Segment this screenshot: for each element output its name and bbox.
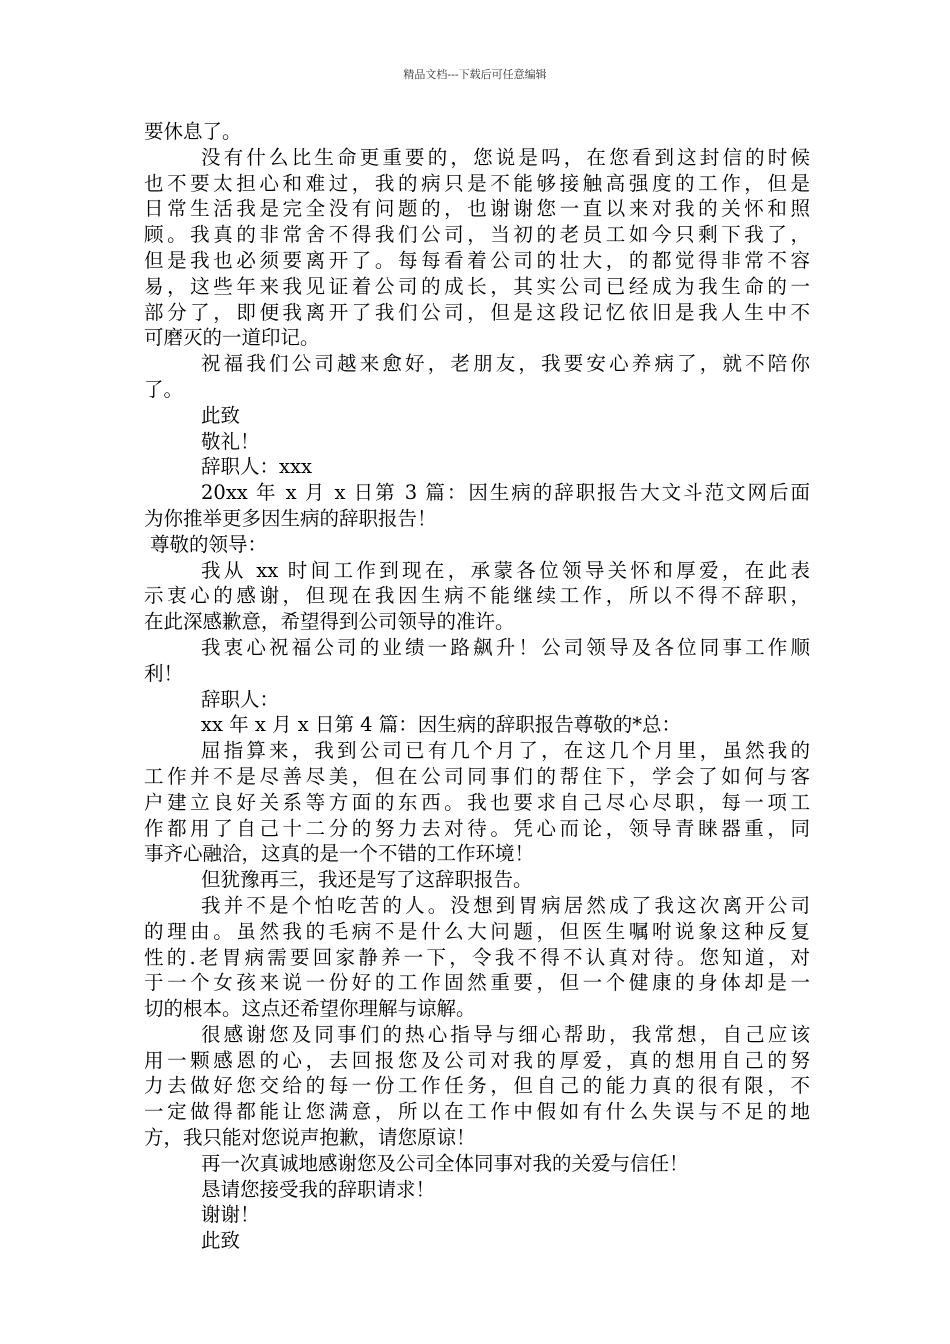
text-line: 我从 xx 时间工作到现在，承蒙各位领导关怀和厚爱，在此表 bbox=[201, 558, 810, 582]
text-line: 此致 bbox=[201, 1229, 241, 1253]
text-line: 辞职人：xxx bbox=[201, 455, 312, 479]
text-line: 可磨灭的一道印记。 bbox=[144, 326, 320, 350]
text-line: 在此深感歉意，希望得到公司领导的准许。 bbox=[144, 610, 515, 634]
text-line: 祝福我们公司越来愈好，老朋友，我要安心养病了，就不陪你 bbox=[201, 352, 810, 376]
text-line: 力去做好您交给的每一份工作任务，但自己的能力真的很有限，不 bbox=[144, 1074, 810, 1098]
text-line: 再一次真诚地感谢您及公司全体同事对我的关爱与信任！ bbox=[201, 1151, 689, 1175]
text-line: 易，这些年来我见证着公司的成长，其实公司已经成为我生命的一 bbox=[144, 274, 810, 298]
text-line: 事齐心融洽，这真的是一个不错的工作环境！ bbox=[144, 842, 535, 866]
text-line: 我衷心祝福公司的业绩一路飙升！公司领导及各位同事工作顺 bbox=[201, 635, 810, 659]
text-line: 切的根本。这点还希望你理解与谅解。 bbox=[144, 997, 476, 1021]
text-line: 要休息了。 bbox=[144, 120, 242, 143]
document-body bbox=[144, 119, 810, 1254]
text-line: 作都用了自己十二分的努力去对待。凭心而论，领导青睐器重，同 bbox=[144, 816, 810, 840]
text-line: 利！ bbox=[144, 661, 184, 685]
text-line: 尊敬的领导： bbox=[150, 532, 268, 556]
text-line: 户建立良好关系等方面的东西。我也要求自己尽心尽职，每一项工 bbox=[144, 790, 810, 814]
text-line: xx 年 x 月 x 日第 4 篇：因生病的辞职报告尊敬的*总： bbox=[201, 713, 682, 737]
text-line: 我并不是个怕吃苦的人。没想到胃病居然成了我这次离开公司 bbox=[201, 893, 810, 917]
text-line: 屈指算来，我到公司已有几个月了，在这几个月里，虽然我的 bbox=[201, 739, 810, 763]
text-line: 用一颗感恩的心，去回报您及公司对我的厚爱，真的想用自己的努 bbox=[144, 1048, 810, 1072]
text-line: 日常生活我是完全没有问题的，也谢谢您一直以来对我的关怀和照 bbox=[144, 197, 810, 221]
text-line: 辞职人： bbox=[201, 687, 280, 711]
text-line: 于一个女孩来说一份好的工作固然重要，但一个健康的身体却是一 bbox=[144, 971, 810, 995]
text-line: 示衷心的感谢，但现在我因生病不能继续工作，所以不得不辞职， bbox=[144, 584, 810, 608]
text-line: 但犹豫再三，我还是写了这辞职报告。 bbox=[201, 868, 533, 892]
text-line: 的理由。虽然我的毛病不是什么大问题，但医生嘱咐说象这种反复 bbox=[144, 919, 810, 943]
text-line: 部分了，即便我离开了我们公司，但是这段记忆依旧是我人生中不 bbox=[144, 300, 810, 324]
text-line: 敬礼！ bbox=[201, 429, 260, 453]
page-header: 精品文档---下载后可任意编辑 bbox=[403, 68, 547, 81]
text-line: 谢谢！ bbox=[201, 1203, 260, 1227]
text-line: 工作并不是尽善尽美，但在公司同事们的帮住下，学会了如何与客 bbox=[144, 764, 810, 788]
text-line: 性的.老胃病需要回家静养一下，令我不得不认真对待。您知道，对 bbox=[144, 945, 810, 969]
text-line: 了。 bbox=[144, 377, 184, 401]
text-line: 方，我只能对您说声抱歉，请您原谅！ bbox=[144, 1126, 476, 1150]
text-line: 一定做得都能让您满意，所以在工作中假如有什么失误与不足的地 bbox=[144, 1100, 810, 1124]
text-line: 但是我也必须要离开了。每每看着公司的壮大，的都觉得非常不容 bbox=[144, 248, 810, 272]
text-line: 此致 bbox=[201, 403, 241, 427]
text-line: 没有什么比生命更重要的，您说是吗，在您看到这封信的时候 bbox=[201, 145, 810, 169]
text-line: 恳请您接受我的辞职请求！ bbox=[201, 1177, 436, 1201]
text-line: 20xx 年 x 月 x 日第 3 篇：因生病的辞职报告大文斗范文网后面 bbox=[201, 481, 810, 505]
text-line: 为你推举更多因生病的辞职报告！ bbox=[144, 506, 437, 530]
text-line: 很感谢您及同事们的热心指导与细心帮助，我常想，自己应该 bbox=[201, 1022, 810, 1046]
text-line: 顾。我真的非常舍不得我们公司，当初的老员工如今只剩下我了， bbox=[144, 223, 810, 247]
text-line: 也不要太担心和难过，我的病只是不能够接触高强度的工作，但是 bbox=[144, 171, 810, 195]
